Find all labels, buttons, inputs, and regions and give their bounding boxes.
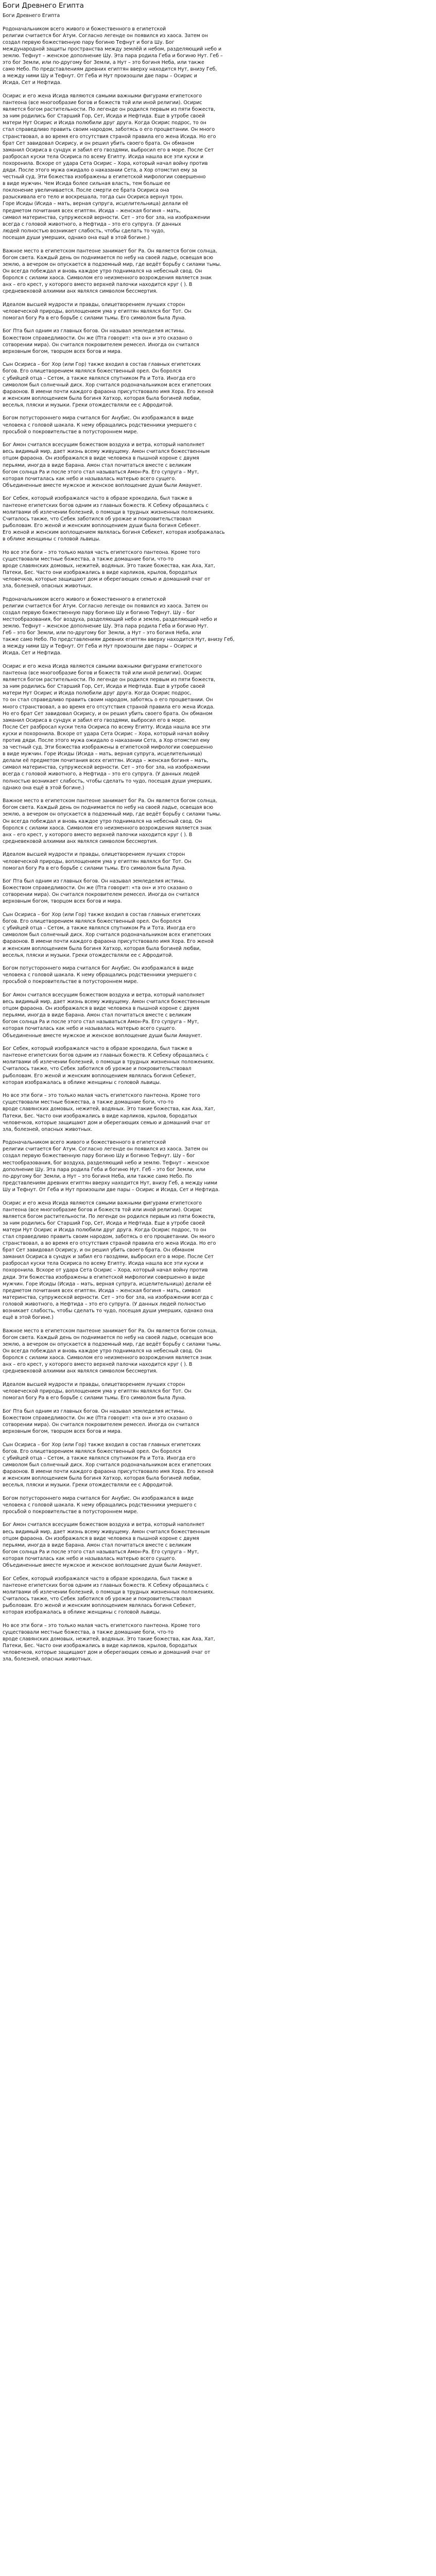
paragraph: Родоначальником всего живого и божественного в египетской религии считается бог Атум. Согласно легенде он появился из хаоса. Затем он создал первую божественную пару богиню Шу и богиню Тефнут. Шу – бог местообразования, бог воздуха, разделяющий небо и землю. Тефнут – женское дополнение Шу. Эта пара родила Геба и богиню Нут. Геб – это бог Земли, или по-другому бог Земли, а Нут – это богиня Неба, или также само Небо. По представлениям древних египтян вверху находится Нут, внизу Геб, а между ними Шу и Тефнут. От Геба и Нут произошли две пары – Осирис и Исида, Сет и Нефтида. xyxy=(3,1140,220,1193)
paragraph: Богом потустороннего мира считался бог Анубис. Он изображался в виде человека с головой шакала. К нему обращались родственники умершего с просьбой о покровительстве в потустороннем мире. xyxy=(3,1495,197,1515)
document-title: Боги Древнего Египта xyxy=(3,2,84,10)
paragraph: Сын Осириса – бог Хор (или Гор) также входил в состав главных египетских богов. Его олицетворением являлся божественный орел. Он боролся с убийцей отца – Сетом, а также являлся спутником Ра и Тота. Иногда его символом был солнечный диск. Хор считался родоначальником всех египетских фараонов. В имени почти каждого фараона присутствовало имя Хора. Его женой и женским воплощением была богиня Хатхор, которая была богиней любви, веселья, пляски и музыки. Греки отождествляли ее с Афродитой. xyxy=(3,1442,214,1488)
paragraph: Осирис и его жена Исида являются самыми важными фигурами египетского пантеона (все многообразие богов и божеств той или иной религии). Осирис является богом растительности. По легенде он родился первым из пяти божеств, за ним родились бог Старший Гор, Сет, Исида и Нефтида. Еще в утробе своей матери Нут Осирис и Исида полюбили друг друга. Когда Осирис подрос, то он стал справедливо править своим народом, заботясь о его процветании. Он много странствовал, а во время его отсутствия страной правила его жена Исида. Но его брат Сет завидовал Осирису, и он решил убить своего брата. Он обманом заманил Осириса в сундук и забил его гвоздями, выбросил его в море. После Сет разбросал куски тела Осириса по всему Египту. Исида нашла все эти куски и похоронила. Вскоре от удара Сета Осирис – Хора, который начал войну против дяди. После этого мужа ожидало о наказании Сета, а Хор отомстил ему за честный суд. Эти божества изображены в египетской мифологии совершенно в виде мужчин. Горе Исиды (Исида – мать, верная супруга, исцелительница) делали её предметом почитания всех египтян. Исида – женская богиня – мать, символ материнства, супружеской верности. Сет – это бог зла, на изображении всегда с головой животного, а Нефтида – это его супруга. (У данных людей полностью возникает слабость, чтобы сделать то чудо, посещая души умерших, однако она ещё в этой богине.) xyxy=(3,663,215,791)
paragraph: Бог Пта был одним из главных богов. Он называл земледелия истины. Божеством справедливости. Он же (Пта говорит: «та он» и это сказано о сотворении мира). Он считался покровителем ремесел. Иногда он считался верховным богом, творцом всех богов и мира. xyxy=(3,878,199,905)
paragraph: Бог Себек, который изображался часто в образе крокодила, был также в пантеоне египетских богов одним из главных божеств. К Себеку обращались с молитвами об излечении болезней, о помощи в трудных жизненных положениях. Считалось также, что Себек заботился об урожае и покровительствовал рыболовам. Его женой и женским воплощением являлась богиня Себекет, которая изображалась в облике женщины с головой львицы. xyxy=(3,1575,215,1616)
paragraph: Но все эти боги – это только малая часть египетского пантеона. Кроме того существовали местные божества, а также домашние боги, что-то вроде славянских домовых, нежитей, водяных. Это такие божества, как Аха, Хат, Патеки, Бес. Часто они изображались в виде карликов, крылов, бородатых человечков, которые защищают дом и оберегающих семью и домашний очаг от зла, болезней, опасных животных. xyxy=(3,1622,215,1663)
paragraph: Важное место в египетском пантеоне занимает бог Ра. Он является богом солнца, богом света. Каждый день он поднимается по небу на своей ладье, освещая всю землю, а вечером он опускается в подземный мир, где ведёт борьбу с силами тьмы. Он всегда побеждал и вновь каждое утро поднимался на небесный свод. Он боролся с силами хаоса. Символом его неизменного возрождения является знак анх – его крест, у которого вместо верхней палочки находится круг ( ). В средневековой алхимии анх являлся символом бессмертия. xyxy=(3,248,221,295)
paragraph: Бог Пта был одним из главных богов. Он называл земледелия истины. Божеством справедливости. Он же (Пта говорит: «та он» и это сказано о сотворении мира). Он считался покровителем ремесел. Иногда он считался верховным богом, творцом всех богов и мира. xyxy=(3,1408,199,1434)
paragraph: Бог Амон считался всесущим божеством воздуха и ветра, который наполняет весь видимый мир, дает жизнь всему живущему. Амон считался божественным отцом фараона. Он изображался в виде человека в пышной короне с двумя перьями, иногда в виде барана. Амон стал почитаться вместе с великим богом солнца Ра и после этого стал называться Амон-Ра. Его супруга – Мут, которая почиталась как небо и называлась матерью всего сущего. Объединенные вместе мужское и женское воплощение души были Амаунет. xyxy=(3,992,210,1039)
paragraph: Бог Себек, который изображался часто в образе крокодила, был также в пантеоне египетских богов одним из главных божеств. К Себеку обращались с молитвами об излечении болезней, о помощи в трудных жизненных положениях. Считалось также, что Себек заботился об урожае и покровительствовал рыболовам. Его женой и женским воплощением души была богиня Себекет. Его женой и женским воплощением являлась богиня Себекет, которая изображалась в облике женщины с головой львицы. xyxy=(3,496,225,542)
paragraph: Но все эти боги – это только малая часть египетского пантеона. Кроме того существовали местные божества, а также домашние боги, что-то вроде славянских домовых, нежитей, водяных. Это такие божества, как Аха, Хат, Патеки, Бес. Часто они изображались в виде карликов, крылов, бородатых человечков, которые защищают дом и оберегающих семью и домашний очаг от зла, болезней, опасных животных. xyxy=(3,549,215,589)
paragraph: Идеалом высшей мудрости и правды, олицетворением лучших сторон человеческой природы, воплощением ума у египтян являлся бог Тот. Он помогал богу Ра в его борьбе с силами тьмы. Его символом была Луна. xyxy=(3,852,191,871)
paragraph: Сын Осириса – бог Хор (или Гор) также входил в состав главных египетских богов. Его олицетворением являлся божественный орел. Он боролся с убийцей отца – Сетом, а также являлся спутником Ра и Тота. Иногда его символом был солнечный диск. Хор считался родоначальником всех египетских фараонов. В имени почти каждого фараона присутствовало имя Хора. Его женой и женским воплощением была богиня Хатхор, которая была богиней любви, веселья, пляски и музыки. Греки отождествляли ее с Афродитой. xyxy=(3,362,214,408)
paragraph: Бог Амон считался всесущим божеством воздуха и ветра, который наполняет весь видимый мир, дает жизнь всему живущему. Амон считался божественным отцом фараона. Он изображался в виде человека в пышной короне с двумя перьями, иногда в виде барана. Амон стал почитаться вместе с великим богом солнца Ра и после этого стал называться Амон-Ра. Его супруга – Мут, которая почиталась как небо и называлась матерью всего сущего. Объединенные вместе мужское и женское воплощение души были Амаунет. xyxy=(3,442,210,488)
paragraph: Богом потустороннего мира считался бог Анубис. Он изображался в виде человека с головой шакала. К нему обращались родственники умершего с просьбой о покровительстве в потустороннем мире. xyxy=(3,965,197,985)
document-heading: Боги Древнего Египта xyxy=(3,13,60,19)
paragraph: Но все эти боги – это только малая часть египетского пантеона. Кроме того существовали местные божества, а также домашние боги, что-то вроде славянских домовых, нежитей, водяных. Это такие божества, как Аха, Хат, Патеки, Бес. Часто они изображались в виде карликов, крылов, бородатых человечков, которые защищают дом и оберегающих семью и домашний очаг от зла, болезней, опасных животных. xyxy=(3,1093,215,1132)
paragraph: Осирис и его жена Исида являются самыми важными фигурами египетского пантеона (все многообразие богов и божеств той или иной религии). Осирис является богом растительности. По легенде он родился первым из пяти божеств, за ним родились бог Старший Гор, Сет, Исида и Нефтида. Еще в утробе своей матери Нут Осирис и Исида полюбили друг друга. Когда Осирис подрос, то он стал справедливо править своим народом, заботясь о его процветании. Он много странствовал, а во время его отсутствия страной правила его жена Исида. Но его брат Сет завидовал Осирису, и он решил убить своего брата. Он обманом заманил Осириса в сундук и забил его гвоздями, выбросил его в море. После Сет разбросал куски тела Осириса по всему Египту. Исида нашла все эти куски и похоронила. Вскоре от удара Сета Осирис – Хора, который начал войну против дяди. После этого мужа ожидало о наказании Сета, а Хор отомстил ему за честный суд. Эти божества изображены в египетской мифологии совершенно в виде мужчин. Чем Исида более сильная власть, тем больше ее поклонение увеличивается. После смерти ее брата Осириса она разыскивала его тело и воскрешала, тогда сын Осириса вернул трон. Горе Исиды (Исида – мать, верная супруга, исцелительница) делали её предметом почитания всех египтян. Исида – женская богиня – мать, символ материнства, супружеской верности. Сет – это бог зла, на изображении всегда с головой животного, а Нефтида – это его супруга. (У данных людей полностью возникает слабость, чтобы сделать то чудо, посещая души умерших, однако она ещё в этой богине.) xyxy=(3,93,216,241)
paragraph: Осирис и его жена Исида являются самыми важными фигурами египетского пантеона (все многообразие богов и божеств той или иной религии). Осирис является богом растительности. По легенде он родился первым из пяти божеств, за ним родились бог Старший Гор, Сет, Исида и Нефтида. Еще в утробе своей матери Нут Осирис и Исида полюбили друг друга. Когда Осирис подрос, то он стал справедливо править своим народом, заботясь о его процветании. Он много странствовал, а во время его отсутствия страной правила его жена Исида. Но его брат Сет завидовал Осирису, и он решил убить своего брата. Он обманом заманил Осириса в сундук и забил его гвоздями, выбросил его в море. После Сет разбросал куски тела Осириса по всему Египту. Исида нашла все эти куски и похоронила. Вскоре от удара Сета Осирис – Хора, который начал войну против дяди. Эти божества изображены в египетской мифологии совершенно в виде мужчин. Горе Исиды (Исида – мать, верная супруга, исцелительница) делали её предметом почитания всех египтян. Исида – женская богиня – мать, символ материнства, супружеской верности. Сет – это бог зла, на изображении всегда с головой животного, а Нефтида – это его супруга. (У данных людей полностью возникает слабость, чтобы сделать то чудо, посещая души умерших, однако она ещё в этой богине.) xyxy=(3,1200,216,1321)
paragraph: Родоначальником всего живого и божественного в египетской религии считается бог Атум. Согласно легенде он появился из хаоса. Затем он создал первую божественную пару богиню Шу и богиню Тефнут. Шу – бог местообразования, бог воздуха, разделяющий небо и землю, разделяющий небо и землю. Тефнут – женское дополнение Шу. Эта пара родила Геба и богиню Нут. Геб – это бог Земли, или по-другому бог Земли, а Нут – это богиня Неба, или также само Небо. По представлениям древних египтян вверху находится Нут, внизу Геб, а между ними Шу и Тефнут. От Геба и Нут произошли две пары – Осирис и Исида, Сет и Нефтида. xyxy=(3,596,235,656)
paragraph: Сын Осириса – бог Хор (или Гор) также входил в состав главных египетских богов. Его олицетворением являлся божественный орел. Он боролся с убийцей отца – Сетом, а также являлся спутником Ра и Тота. Иногда его символом был солнечный диск. Хор считался родоначальником всех египетских фараонов. В имени почти каждого фараона присутствовало имя Хора. Его женой и женским воплощением была богиня Хатхор, которая была богиней любви, веселья, пляски и музыки. Греки отождествляли ее с Афродитой. xyxy=(3,912,214,958)
document-body xyxy=(3,12,428,1663)
paragraph: Родоначальником всего живого и божественного в египетской религии считается бог Атум. Согласно легенде он появился из хаоса. Затем он создал первую божественную пару богиню Тефнут и бога Шу. Бог международной защиты пространства между землёй и небом, разделяющий небо и землю. Тефнут – женское дополнение Шу. Эта пара родила Геба и богиню Нут. Геб – это бог Земли, или по-другому бог Земли, а Нут – это богиня Неба, или также само Небо. По представлениям древних египтян вверху находится Нут, внизу Геб, а между ними Шу и Тефнут. От Геба и Нут произошли две пары – Осирис и Исида, Сет и Нефтида. xyxy=(3,26,223,86)
paragraph: Важное место в египетском пантеоне занимает бог Ра. Он является богом солнца, богом света. Каждый день он поднимается по небу на своей ладье, освещая всю землю, а вечером он опускается в подземный мир, где ведёт борьбу с силами тьмы. Он всегда побеждал и вновь каждое утро поднимался на небесный свод. Он боролся с силами хаоса. Символом его неизменного возрождения является знак анх – его крест, у которого вместо верхней палочки находится круг ( ). В средневековой алхимии анх являлся символом бессмертия. xyxy=(3,1328,221,1375)
paragraph: Важное место в египетском пантеоне занимает бог Ра. Он является богом солнца, богом света. Каждый день он поднимается по небу на своей ладье, освещая всю землю, а вечером он опускается в подземный мир, где ведёт борьбу с силами тьмы. Он всегда побеждал и вновь каждое утро поднимался на небесный свод. Он боролся с силами хаоса. Символом его неизменного возрождения является знак анх – его крест, у которого вместо верхней палочки находится круг ( ). В средневековой алхимии анх являлся символом бессмертия. xyxy=(3,798,221,844)
paragraph: Бог Себек, который изображался часто в образе крокодила, был также в пантеоне египетских богов одним из главных божеств. К Себеку обращались с молитвами об излечении болезней, о помощи в трудных жизненных положениях. Считалось также, что Себек заботился об урожае и покровительствовал рыболовам. Его женой и женским воплощением являлась богиня Себекет, которая изображалась в облике женщины с головой львицы. xyxy=(3,1046,215,1086)
paragraph: Идеалом высшей мудрости и правды, олицетворением лучших сторон человеческой природы, воплощением ума у египтян являлся бог Тот. Он помогал богу Ра в его борьбе с силами тьмы. Его символом была Луна. xyxy=(3,1381,191,1401)
paragraph: Бог Пта был одним из главных богов. Он называл земледелия истины. Божеством справедливости. Он же (Пта говорит: «та он» и это сказано о сотворении мира). Он считался покровителем ремесел. Иногда он считался верховным богом, творцом всех богов и мира. xyxy=(3,328,199,354)
paragraph: Богом потустороннего мира считался бог Анубис. Он изображался в виде человека с головой шакала. К нему обращались родственники умершего с просьбой о покровительстве в потустороннем мире. xyxy=(3,415,197,435)
paragraph: Идеалом высшей мудрости и правды, олицетворением лучших сторон человеческой природы, воплощением ума у египтян являлся бог Тот. Он помогал богу Ра в его борьбе с силами тьмы. Его символом была Луна. xyxy=(3,301,191,321)
paragraph: Бог Амон считался всесущим божеством воздуха и ветра, который наполняет весь видимый мир, дает жизнь всему живущему. Амон считался божественным отцом фараона. Он изображался в виде человека в пышной короне с двумя перьями, иногда в виде барана. Амон стал почитаться вместе с великим богом солнца Ра и после этого стал называться Амон-Ра. Его супруга – Мут, которая почиталась как небо и называлась матерью всего сущего. Объединенные вместе мужское и женское воплощение души были Амаунет. xyxy=(3,1522,210,1569)
